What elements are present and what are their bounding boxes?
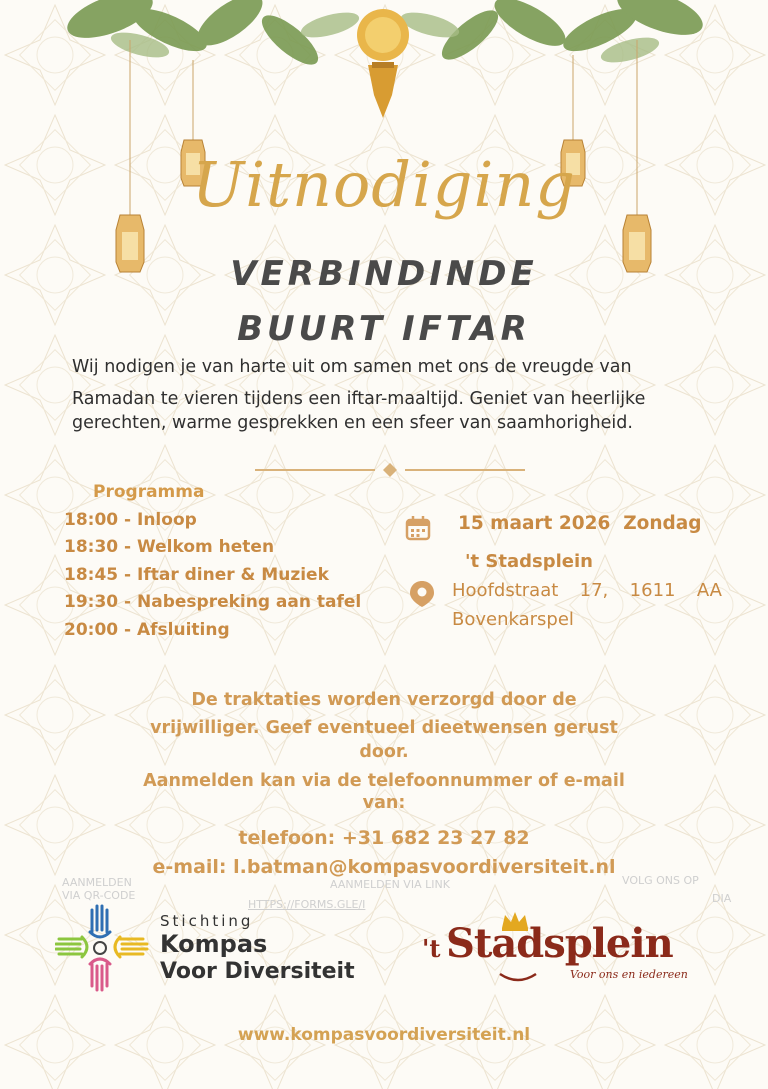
logo-kompas-tagline: Voor Diversiteit — [160, 959, 355, 984]
bowl-icon — [498, 972, 538, 986]
faint-aanmelden-qr: AANMELDEN VIA QR-CODE — [62, 876, 136, 902]
title-line-buurt-iftar: BUURT IFTAR — [237, 309, 531, 349]
program-item: 20:00 - Afsluiting — [64, 620, 230, 640]
note-line: van: — [362, 793, 406, 813]
logo-stadsplein-tagline: Voor ons en iedereen — [570, 968, 688, 981]
address-city: Bovenkarspel — [452, 609, 574, 630]
logo-stadsplein-prefix: 't — [422, 934, 441, 963]
program-item: 18:00 - Inloop — [64, 510, 197, 530]
hanging-lanterns — [0, 0, 768, 290]
program-item: 18:30 - Welkom heten — [64, 537, 275, 557]
note-line: vrijwilliger. Geef eventueel dieetwensen gerust — [150, 718, 618, 738]
address-postcode: 1611 — [629, 580, 676, 601]
faint-link: HTTPS://FORMS.GLE/I — [248, 898, 366, 911]
notes-block — [60, 686, 708, 817]
ornamental-divider — [255, 460, 525, 480]
faint-volg-ons: VOLG ONS OP — [622, 874, 699, 887]
intro-line: Wij nodigen je van harte uit om samen met ons de vreugde van — [72, 357, 632, 377]
note-line: De traktaties worden verzorgd door de — [191, 690, 577, 710]
invitation-title-script: Uitnodiging — [192, 148, 576, 221]
program-item: 18:45 - Iftar diner & Muziek — [64, 565, 329, 585]
program-item: 19:30 - Nabespreking aan tafel — [64, 592, 362, 612]
address-street: Hoofdstraat — [452, 580, 559, 601]
logo-stadsplein-name: Stadsplein — [446, 920, 673, 967]
phone-number: telefoon: +31 682 23 27 82 — [238, 827, 530, 849]
address-postcode-letters: AA — [696, 580, 722, 601]
title-line-verbindinde: VERBINDINDE — [230, 254, 538, 294]
location-pin-icon — [409, 580, 435, 608]
logo-kompas-name: Kompas — [160, 930, 268, 958]
event-date: 15 maart 2026 Zondag — [458, 513, 702, 534]
event-address — [452, 576, 722, 634]
note-line: door. — [359, 742, 409, 762]
address-number: 17, — [579, 580, 609, 601]
calendar-icon — [405, 515, 431, 541]
faint-aanmelden-link: AANMELDEN VIA LINK — [330, 878, 450, 891]
intro-line: Ramadan te vieren tijdens een iftar-maaltijd. Geniet van heerlijke — [72, 389, 646, 409]
event-venue: 't Stadsplein — [465, 551, 593, 572]
note-line: Aanmelden kan via de telefoonnummer of e-mail — [143, 771, 625, 791]
programma-heading: Programma — [93, 482, 205, 502]
faint-media: DIA — [712, 892, 732, 905]
kompas-hands-logo-icon — [55, 902, 150, 994]
logo-kompas-stichting: Stichting — [160, 912, 254, 930]
email-address: e-mail: l.batman@kompasvoordiversiteit.nl — [152, 856, 616, 878]
website-url[interactable]: www.kompasvoordiversiteit.nl — [237, 1025, 531, 1045]
intro-paragraph — [72, 352, 737, 438]
intro-line: gerechten, warme gesprekken en een sfeer van saamhorigheid. — [72, 413, 633, 433]
